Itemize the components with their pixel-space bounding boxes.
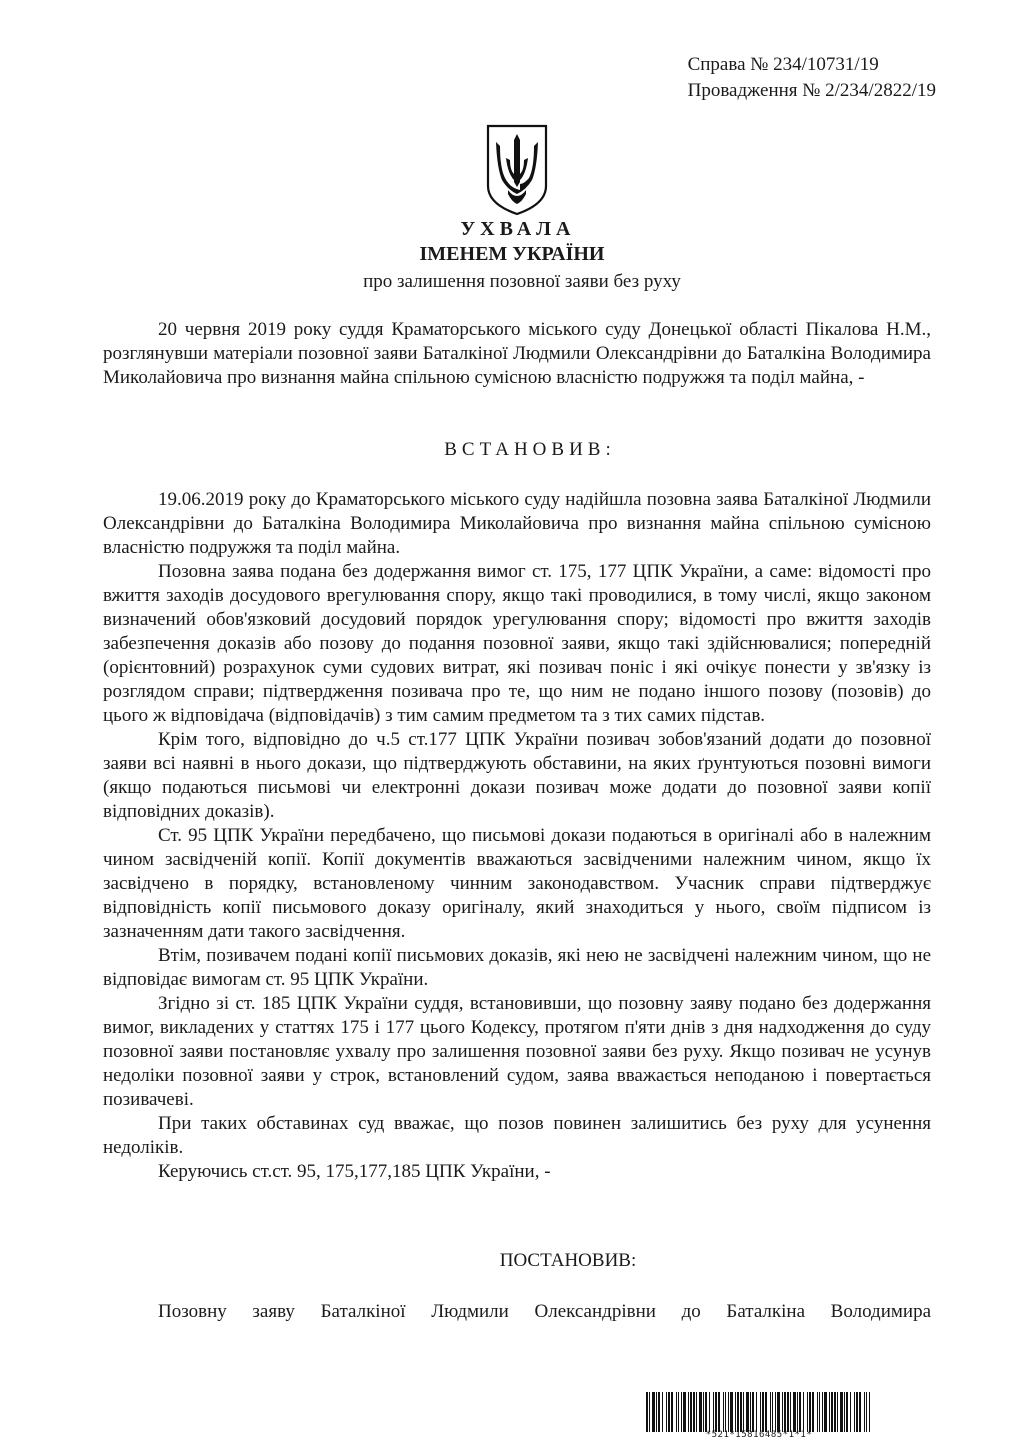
barcode-icon — [646, 1392, 872, 1432]
resolved-heading: ПОСТАНОВИВ: — [499, 1250, 637, 1271]
established-heading: ВСТАНОВИВ: — [444, 439, 616, 460]
intro-paragraph: 20 червня 2019 року суддя Краматорського міського суду Донецької області Пікалова Н.М., розглянувши матеріали позовної заяви Баталкіної Людмили Олександрівни до Баталкіна Володимира Миколайовича про визнання майна спільною сумісною власністю подружжя та поділ майна, - — [103, 319, 931, 388]
paragraph: Втім, позивачем подані копії письмових доказів, які нею не засвідчені належним чином, що не відповідає вимогам ст. 95 ЦПК України. — [103, 945, 931, 990]
proceeding-number: Провадження № 2/234/2822/19 — [687, 80, 936, 101]
paragraph: 19.06.2019 року до Краматорського міського суду надійшла позовна заява Баталкіної Людмили Олександрівни до Баталкіна Володимира Миколайовича про визнання майна спільною сумісною власністю подружжя та поділ майна. — [103, 489, 931, 558]
paragraph: Керуючись ст.ст. 95, 175,177,185 ЦПК України, - — [158, 1161, 551, 1182]
resolution-paragraph: Позовну заяву Баталкіної Людмили Олександрівни до Баталкіна Володимира — [158, 1301, 931, 1322]
barcode-label: *521*15816485*1*1* — [705, 1430, 813, 1440]
resolution-block — [103, 1300, 931, 1324]
document-type-title: УХВАЛА — [460, 218, 576, 240]
intro-block — [103, 318, 931, 390]
paragraph: Крім того, відповідно до ч.5 ст.177 ЦПК України позивач зобов'язаний додати до позовної заяви всі наявні в нього докази, що підтверджують обставини, на яких ґрунтуються позовні вимоги (якщо подаються письмові чи електронні докази позивач може додати до позовної заяви копії відповідних доказів). — [103, 729, 931, 822]
facts-block — [103, 488, 931, 1184]
ruling-description: про залишення позовної заяви без руху — [363, 271, 681, 292]
case-info — [688, 52, 936, 104]
case-number: Справа № 234/10731/19 — [687, 54, 879, 75]
trident-icon — [486, 124, 548, 216]
paragraph: Ст. 95 ЦПК України передбачено, що письмові докази подаються в оригіналі або в належним чином засвідченій копії. Копії документів вважаються засвідченими належним чином, якщо їх засвідчено в порядку, встановленому чинним законодавством. Учасник справи підтверджує відповідність копії письмового доказу оригіналу, який знаходиться у нього, своїм підписом із зазначенням дати такого засвідчення. — [103, 825, 931, 942]
in-the-name-of-ukraine: ІМЕНЕМ УКРАЇНИ — [419, 243, 605, 265]
paragraph: При таких обставинах суд вважає, що позов повинен залишитись без руху для усунення недоліків. — [103, 1113, 931, 1158]
paragraph: Позовна заява подана без додержання вимог ст. 175, 177 ЦПК України, а саме: відомості про вжиття заходів досудового врегулювання спору, якщо такі проводилися, в тому числі, якщо законом визначений обов'язковий досудовий порядок урегулювання спору; відомості про вжиття заходів забезпечення доказів або позову до подання позовної заяви, якщо такі здійснювалися; попередній (орієнтовний) розрахунок суми судових витрат, які позивач поніс і які очікує понести у зв'язку із розглядом справи; підтвердження позивача про те, що ним не подано іншого позову (позовів) до цього ж відповідача (відповідачів) з тим самим предметом та з тих самих підстав. — [103, 561, 931, 726]
paragraph: Згідно зі ст. 185 ЦПК України суддя, встановивши, що позовну заяву подано без додержання вимог, викладених у статтях 175 і 177 цього Кодексу, протягом п'яти днів з дня надходження до суду позовної заяви постановляє ухвалу про залишення позовної заяви без руху. Якщо позивач не усунув недоліки позовної заяви у строк, встановлений судом, заява вважається неподаною і повертається позивачеві. — [103, 993, 931, 1110]
